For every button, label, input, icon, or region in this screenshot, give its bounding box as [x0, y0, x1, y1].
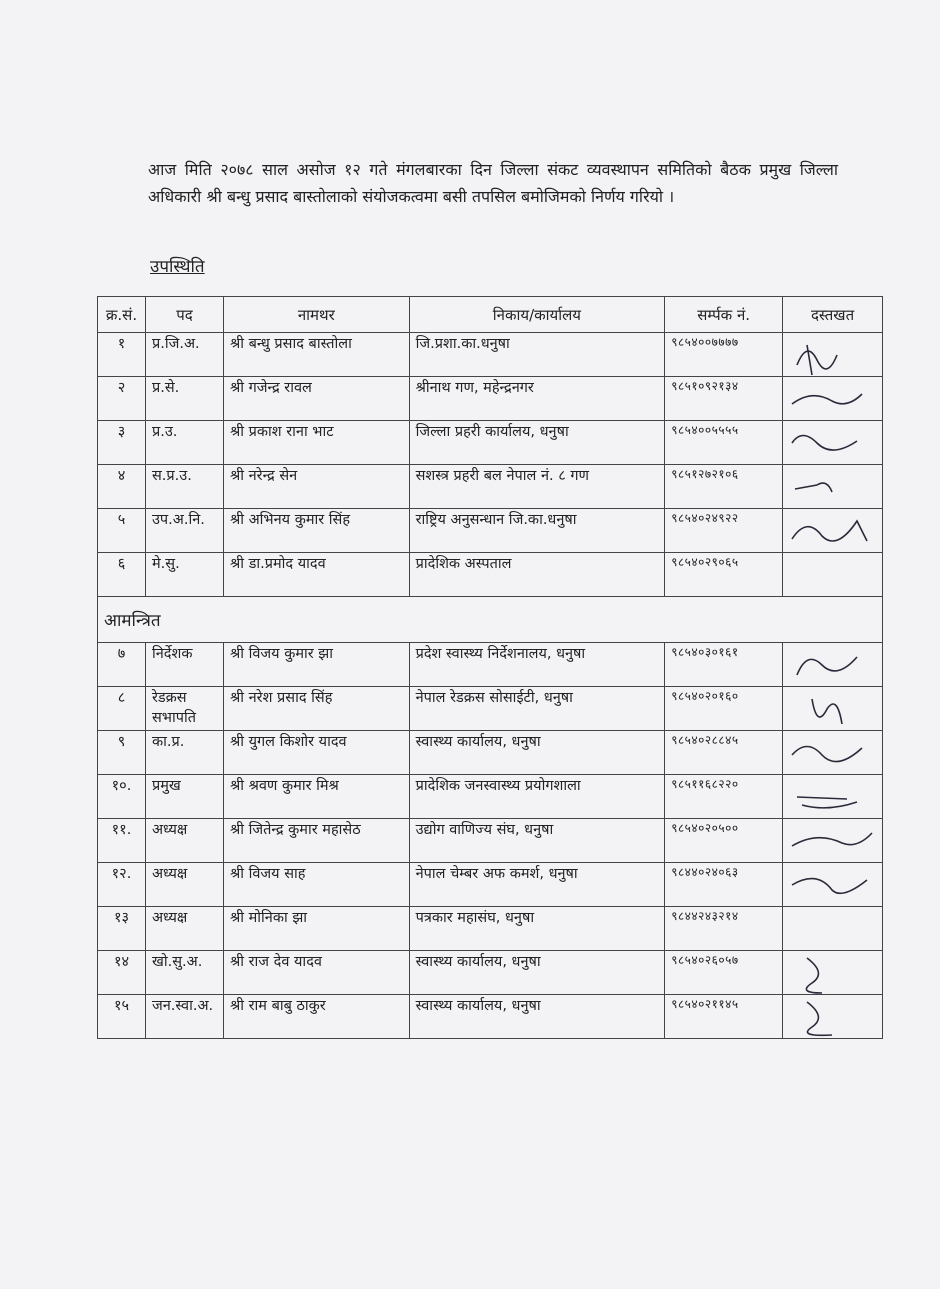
position-cell: स.प्र.उ.: [145, 465, 223, 509]
contact-cell: ९८५४०२११४५: [665, 995, 783, 1039]
contact-cell: ९८५४०२०५००: [665, 819, 783, 863]
table-row: [98, 775, 883, 819]
handwritten-signature: [787, 379, 879, 421]
handwritten-signature: [787, 335, 879, 377]
header-signature: दस्तखत: [783, 297, 883, 333]
position-cell: उप.अ.नि.: [145, 509, 223, 553]
contact-cell: ९८५१२७२१०६: [665, 465, 783, 509]
handwritten-signature: [787, 645, 879, 687]
serial-cell: ९: [98, 731, 146, 775]
position-cell: प्र.से.: [145, 377, 223, 421]
position-cell: मे.सु.: [145, 553, 223, 597]
table-row: [98, 333, 883, 377]
signature-cell: [783, 863, 883, 907]
office-cell: स्वास्थ्य कार्यालय, धनुषा: [409, 995, 665, 1039]
office-cell: नेपाल चेम्बर अफ कमर्श, धनुषा: [409, 863, 665, 907]
signature-cell: [783, 819, 883, 863]
header-serial: क्र.सं.: [98, 297, 146, 333]
office-cell: स्वास्थ्य कार्यालय, धनुषा: [409, 951, 665, 995]
table-row: [98, 553, 883, 597]
table-row: [98, 687, 883, 731]
table-row: [98, 421, 883, 465]
handwritten-signature: [787, 733, 879, 775]
table-header-row: [98, 297, 883, 333]
position-cell: प्र.उ.: [145, 421, 223, 465]
table-row: [98, 509, 883, 553]
name-cell: श्री राज देव यादव: [223, 951, 409, 995]
attendance-heading: उपस्थिति: [150, 257, 205, 277]
header-office: निकाय/कार्यालय: [409, 297, 665, 333]
signature-cell: [783, 731, 883, 775]
handwritten-signature: [787, 777, 879, 819]
serial-cell: ८: [98, 687, 146, 731]
table-row: [98, 643, 883, 687]
signature-cell: [783, 421, 883, 465]
contact-cell: ९८५४०२८८४५: [665, 731, 783, 775]
handwritten-signature: [787, 865, 879, 907]
serial-cell: १५: [98, 995, 146, 1039]
office-cell: नेपाल रेडक्रस सोसाईटी, धनुषा: [409, 687, 665, 731]
position-cell: अध्यक्ष: [145, 907, 223, 951]
name-cell: श्री विजय कुमार झा: [223, 643, 409, 687]
serial-cell: १०.: [98, 775, 146, 819]
contact-cell: ९८५४०२६०५७: [665, 951, 783, 995]
name-cell: श्री बन्धु प्रसाद बास्तोला: [223, 333, 409, 377]
position-cell: निर्देशक: [145, 643, 223, 687]
attendance-table: [97, 296, 883, 1039]
contact-cell: ९८५४०३०१६१: [665, 643, 783, 687]
name-cell: श्री डा.प्रमोद यादव: [223, 553, 409, 597]
handwritten-signature: [787, 423, 879, 465]
contact-cell: ९८५४०२४९२२: [665, 509, 783, 553]
signature-cell: [783, 907, 883, 951]
office-cell: श्रीनाथ गण, महेन्द्रनगर: [409, 377, 665, 421]
header-contact: सर्म्पक नं.: [665, 297, 783, 333]
signature-cell: [783, 509, 883, 553]
serial-cell: १: [98, 333, 146, 377]
serial-cell: १३: [98, 907, 146, 951]
handwritten-signature: [787, 467, 879, 509]
table-row: [98, 907, 883, 951]
office-cell: प्रादेशिक जनस्वास्थ्य प्रयोगशाला: [409, 775, 665, 819]
name-cell: श्री गजेन्द्र रावल: [223, 377, 409, 421]
name-cell: श्री जितेन्द्र कुमार महासेठ: [223, 819, 409, 863]
contact-cell: ९८४४०२४०६३: [665, 863, 783, 907]
office-cell: स्वास्थ्य कार्यालय, धनुषा: [409, 731, 665, 775]
signature-cell: [783, 333, 883, 377]
handwritten-signature: [787, 689, 879, 731]
signature-cell: [783, 775, 883, 819]
position-cell: जन.स्वा.अ.: [145, 995, 223, 1039]
contact-cell: ९८५४००७७७७: [665, 333, 783, 377]
office-cell: प्रादेशिक अस्पताल: [409, 553, 665, 597]
name-cell: श्री विजय साह: [223, 863, 409, 907]
section-invited-row: [98, 597, 883, 643]
serial-cell: ४: [98, 465, 146, 509]
signature-cell: [783, 951, 883, 995]
table-row: [98, 377, 883, 421]
signature-cell: [783, 687, 883, 731]
contact-cell: ९८५४००५५५५: [665, 421, 783, 465]
section-invited-label: आमन्त्रित: [98, 597, 883, 643]
handwritten-signature: [787, 511, 879, 553]
handwritten-signature: [787, 997, 879, 1039]
table-row: [98, 731, 883, 775]
serial-cell: १४: [98, 951, 146, 995]
serial-cell: ३: [98, 421, 146, 465]
table-row: [98, 819, 883, 863]
handwritten-signature: [787, 953, 879, 995]
serial-cell: १२.: [98, 863, 146, 907]
intro-paragraph: आज मिति २०७८ साल असोज १२ गते मंगलबारका दिन जिल्ला संकट व्यवस्थापन समितिको बैठक प्रमुख जिल्ला अधिकारी श्री बन्धु प्रसाद बास्तोलाको संयोजकत्वमा बसी तपसिल बमोजिमको निर्णय गरियो ।: [148, 160, 838, 206]
position-cell: अध्यक्ष: [145, 863, 223, 907]
table-row: [98, 465, 883, 509]
serial-cell: ५: [98, 509, 146, 553]
position-cell: अध्यक्ष: [145, 819, 223, 863]
serial-cell: ७: [98, 643, 146, 687]
position-cell: खो.सु.अ.: [145, 951, 223, 995]
contact-cell: ९८५४०२९०६५: [665, 553, 783, 597]
serial-cell: ६: [98, 553, 146, 597]
header-name: नामथर: [223, 297, 409, 333]
header-position: पद: [145, 297, 223, 333]
position-cell: रेडक्रस सभापति: [145, 687, 223, 731]
name-cell: श्री नरेन्द्र सेन: [223, 465, 409, 509]
office-cell: जि.प्रशा.का.धनुषा: [409, 333, 665, 377]
contact-cell: ९८५१०९२१३४: [665, 377, 783, 421]
office-cell: उद्योग वाणिज्य संघ, धनुषा: [409, 819, 665, 863]
name-cell: श्री राम बाबु ठाकुर: [223, 995, 409, 1039]
signature-cell: [783, 377, 883, 421]
signature-cell: [783, 465, 883, 509]
serial-cell: २: [98, 377, 146, 421]
signature-cell: [783, 553, 883, 597]
contact-cell: ९८५४०२०१६०: [665, 687, 783, 731]
serial-cell: ११.: [98, 819, 146, 863]
name-cell: श्री अभिनय कुमार सिंह: [223, 509, 409, 553]
name-cell: श्री मोनिका झा: [223, 907, 409, 951]
contact-cell: ९८४४२४३२१४: [665, 907, 783, 951]
contact-cell: ९८५११६८२२०: [665, 775, 783, 819]
handwritten-signature: [787, 821, 879, 863]
office-cell: सशस्त्र प्रहरी बल नेपाल नं. ८ गण: [409, 465, 665, 509]
table-row: [98, 863, 883, 907]
name-cell: श्री नरेश प्रसाद सिंह: [223, 687, 409, 731]
signature-cell: [783, 643, 883, 687]
office-cell: प्रदेश स्वास्थ्य निर्देशनालय, धनुषा: [409, 643, 665, 687]
office-cell: जिल्ला प्रहरी कार्यालय, धनुषा: [409, 421, 665, 465]
office-cell: राष्ट्रिय अनुसन्धान जि.का.धनुषा: [409, 509, 665, 553]
signature-cell: [783, 995, 883, 1039]
name-cell: श्री प्रकाश राना भाट: [223, 421, 409, 465]
position-cell: का.प्र.: [145, 731, 223, 775]
table-row: [98, 951, 883, 995]
table-row: [98, 995, 883, 1039]
position-cell: प्र.जि.अ.: [145, 333, 223, 377]
name-cell: श्री युगल किशोर यादव: [223, 731, 409, 775]
office-cell: पत्रकार महासंघ, धनुषा: [409, 907, 665, 951]
position-cell: प्रमुख: [145, 775, 223, 819]
name-cell: श्री श्रवण कुमार मिश्र: [223, 775, 409, 819]
